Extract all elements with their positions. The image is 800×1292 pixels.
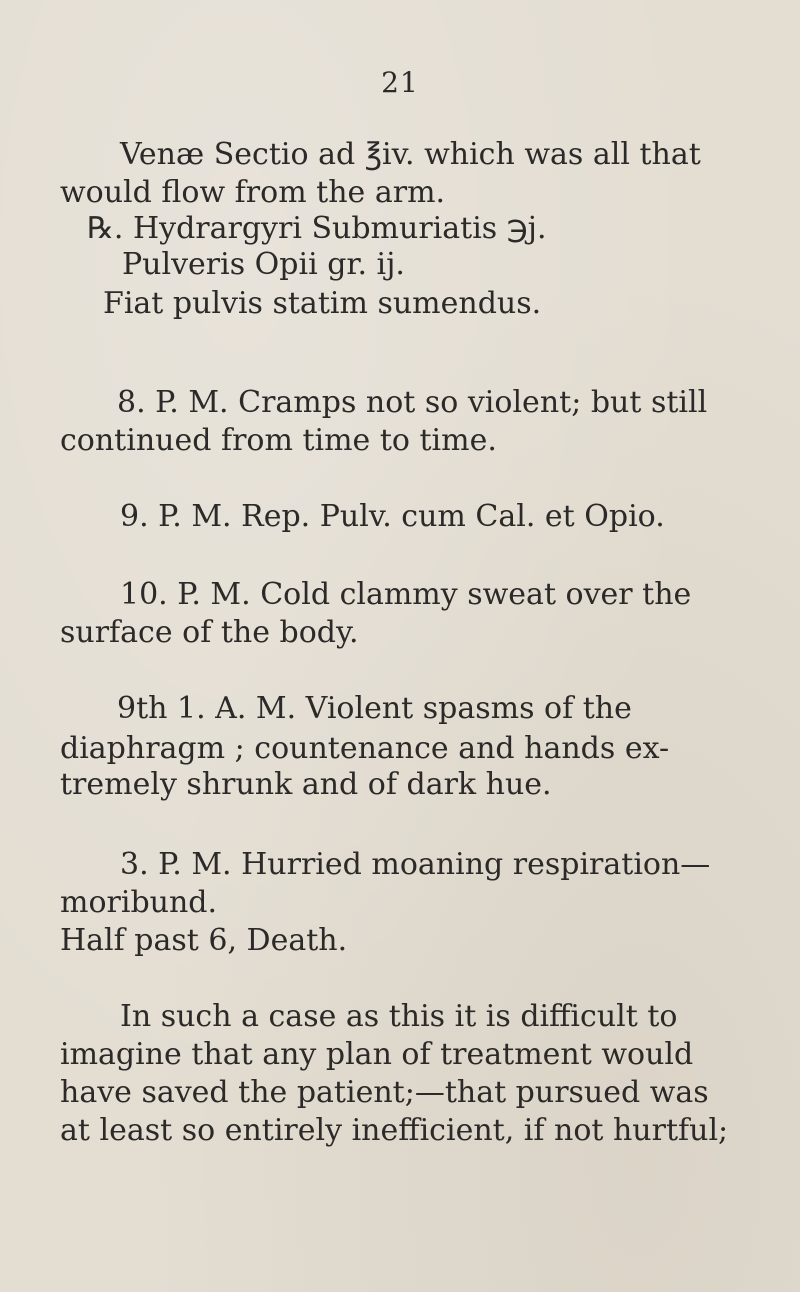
text-line: Pulveris Opii gr. ij. <box>122 247 405 282</box>
text-line: Half past 6, Death. <box>60 923 348 958</box>
text-line: have saved the patient;—that pursued was <box>60 1075 709 1110</box>
text-line: moribund. <box>60 885 218 920</box>
text-line: imagine that any plan of treatment would <box>60 1037 694 1072</box>
text-line: 9. P. M. Rep. Pulv. cum Cal. et Opio. <box>120 499 665 534</box>
text-line: 9th 1. A. M. Violent spasms of the <box>117 691 632 726</box>
text-line: would flow from the arm. <box>60 175 446 210</box>
text-line: 8. P. M. Cramps not so violent; but still <box>117 385 708 420</box>
text-line: tremely shrunk and of dark hue. <box>60 767 552 802</box>
text-line: 10. P. M. Cold clammy sweat over the <box>120 577 692 612</box>
text-line: ℞. Hydrargyri Submuriatis ℈j. <box>87 211 547 246</box>
text-line: continued from time to time. <box>60 423 497 458</box>
text-line: In such a case as this it is difficult to <box>120 999 678 1034</box>
text-line: Fiat pulvis statim sumendus. <box>103 286 542 321</box>
text-line: at least so entirely inefficient, if not hurtful; <box>60 1113 729 1148</box>
text-line: Venæ Sectio ad ℥iv. which was all that <box>120 137 701 172</box>
page-number: 21 <box>381 66 419 99</box>
text-line: surface of the body. <box>60 615 359 650</box>
text-line: 3. P. M. Hurried moaning respiration— <box>120 847 711 882</box>
text-line: diaphragm ; countenance and hands ex- <box>60 731 670 766</box>
